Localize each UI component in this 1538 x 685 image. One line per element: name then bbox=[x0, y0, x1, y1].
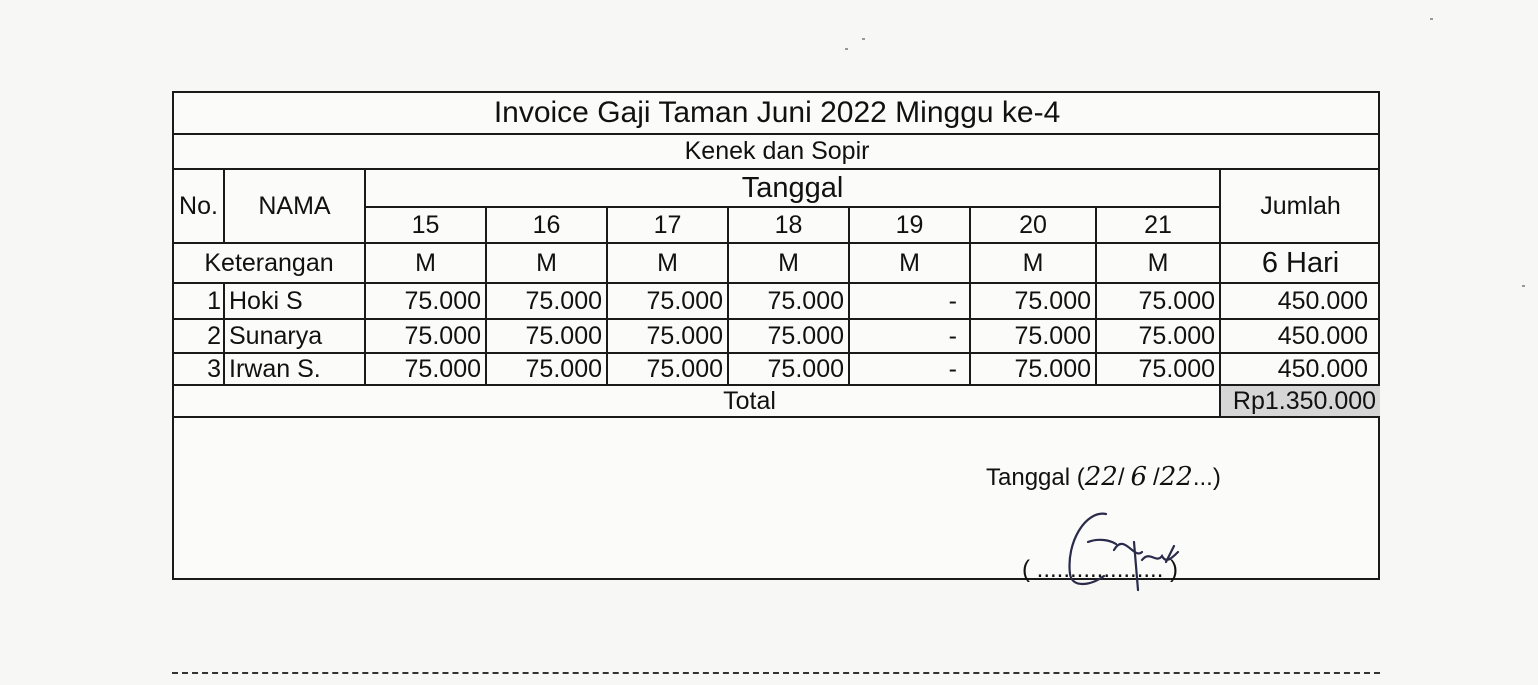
row-value: 75.000 bbox=[486, 353, 607, 385]
row-value: 75.000 bbox=[365, 353, 486, 385]
row-total: 450.000 bbox=[1220, 319, 1380, 353]
header-nama: NAMA bbox=[224, 169, 365, 243]
signature-date-label: Tanggal ( bbox=[986, 464, 1085, 491]
row-name: Sunarya bbox=[224, 319, 365, 353]
row-value: 75.000 bbox=[607, 353, 728, 385]
keterangan-cell: M bbox=[970, 243, 1096, 283]
row-name: Irwan S. bbox=[224, 353, 365, 385]
signature-line bbox=[1022, 556, 1178, 584]
scan-speck bbox=[862, 38, 865, 40]
handwritten-month: 6 bbox=[1130, 462, 1148, 492]
row-value: - bbox=[849, 283, 970, 319]
date-cell: 15 bbox=[365, 207, 486, 243]
signature-dots: ................... bbox=[1036, 556, 1164, 583]
handwritten-signature bbox=[1046, 502, 1196, 602]
row-value: 75.000 bbox=[728, 319, 849, 353]
row-value: 75.000 bbox=[970, 283, 1096, 319]
row-value: 75.000 bbox=[1096, 319, 1220, 353]
keterangan-label: Keterangan bbox=[174, 243, 365, 283]
keterangan-cell: M bbox=[728, 243, 849, 283]
row-value: - bbox=[849, 319, 970, 353]
row-total: 450.000 bbox=[1220, 353, 1380, 385]
row-total: 450.000 bbox=[1220, 283, 1380, 319]
invoice-table bbox=[174, 93, 1380, 418]
date-separator: / bbox=[1153, 464, 1160, 491]
row-value: 75.000 bbox=[1096, 283, 1220, 319]
header-jumlah: Jumlah bbox=[1220, 169, 1380, 243]
row-value: 75.000 bbox=[970, 319, 1096, 353]
scan-speck bbox=[845, 48, 848, 50]
invoice-title: Invoice Gaji Taman Juni 2022 Minggu ke-4 bbox=[174, 93, 1380, 134]
row-value: 75.000 bbox=[728, 353, 849, 385]
date-cell: 16 bbox=[486, 207, 607, 243]
date-separator: / bbox=[1117, 464, 1125, 491]
row-value: - bbox=[849, 353, 970, 385]
signature-close-paren: ) bbox=[1170, 556, 1179, 583]
row-value: 75.000 bbox=[365, 319, 486, 353]
row-value: 75.000 bbox=[607, 319, 728, 353]
row-no: 2 bbox=[174, 319, 224, 353]
grand-total: Rp1.350.000 bbox=[1220, 385, 1380, 417]
date-cell: 18 bbox=[728, 207, 849, 243]
date-cell: 19 bbox=[849, 207, 970, 243]
date-cell: 21 bbox=[1096, 207, 1220, 243]
date-close-paren: ) bbox=[1212, 464, 1221, 491]
header-tanggal: Tanggal bbox=[365, 169, 1220, 207]
row-value: 75.000 bbox=[486, 283, 607, 319]
header-no: No. bbox=[174, 169, 224, 243]
signature-open-paren: ( bbox=[1022, 556, 1030, 583]
date-cell: 17 bbox=[607, 207, 728, 243]
table-row bbox=[174, 283, 1380, 319]
scan-speck bbox=[1430, 18, 1433, 20]
invoice-subtitle: Kenek dan Sopir bbox=[174, 134, 1380, 169]
keterangan-cell: M bbox=[607, 243, 728, 283]
keterangan-cell: M bbox=[486, 243, 607, 283]
row-value: 75.000 bbox=[365, 283, 486, 319]
table-row bbox=[174, 353, 1380, 385]
row-value: 75.000 bbox=[728, 283, 849, 319]
date-cell: 20 bbox=[970, 207, 1096, 243]
date-dots: ... bbox=[1192, 464, 1213, 491]
row-value: 75.000 bbox=[607, 283, 728, 319]
signature-area bbox=[174, 422, 1378, 583]
row-name: Hoki S bbox=[224, 283, 365, 319]
bottom-dashed-divider bbox=[172, 672, 1380, 674]
table-row bbox=[174, 319, 1380, 353]
total-label: Total bbox=[174, 385, 1220, 417]
invoice-sheet bbox=[172, 91, 1380, 583]
row-no: 3 bbox=[174, 353, 224, 385]
handwritten-day: 22 bbox=[1084, 462, 1118, 492]
handwritten-year: 22 bbox=[1159, 462, 1193, 492]
row-value: 75.000 bbox=[970, 353, 1096, 385]
row-value: 75.000 bbox=[1096, 353, 1220, 385]
scan-speck bbox=[1522, 285, 1525, 287]
keterangan-cell: M bbox=[849, 243, 970, 283]
row-value: 75.000 bbox=[486, 319, 607, 353]
signature-date bbox=[986, 462, 1221, 492]
row-no: 1 bbox=[174, 283, 224, 319]
total-days: 6 Hari bbox=[1220, 243, 1380, 283]
keterangan-cell: M bbox=[365, 243, 486, 283]
keterangan-cell: M bbox=[1096, 243, 1220, 283]
